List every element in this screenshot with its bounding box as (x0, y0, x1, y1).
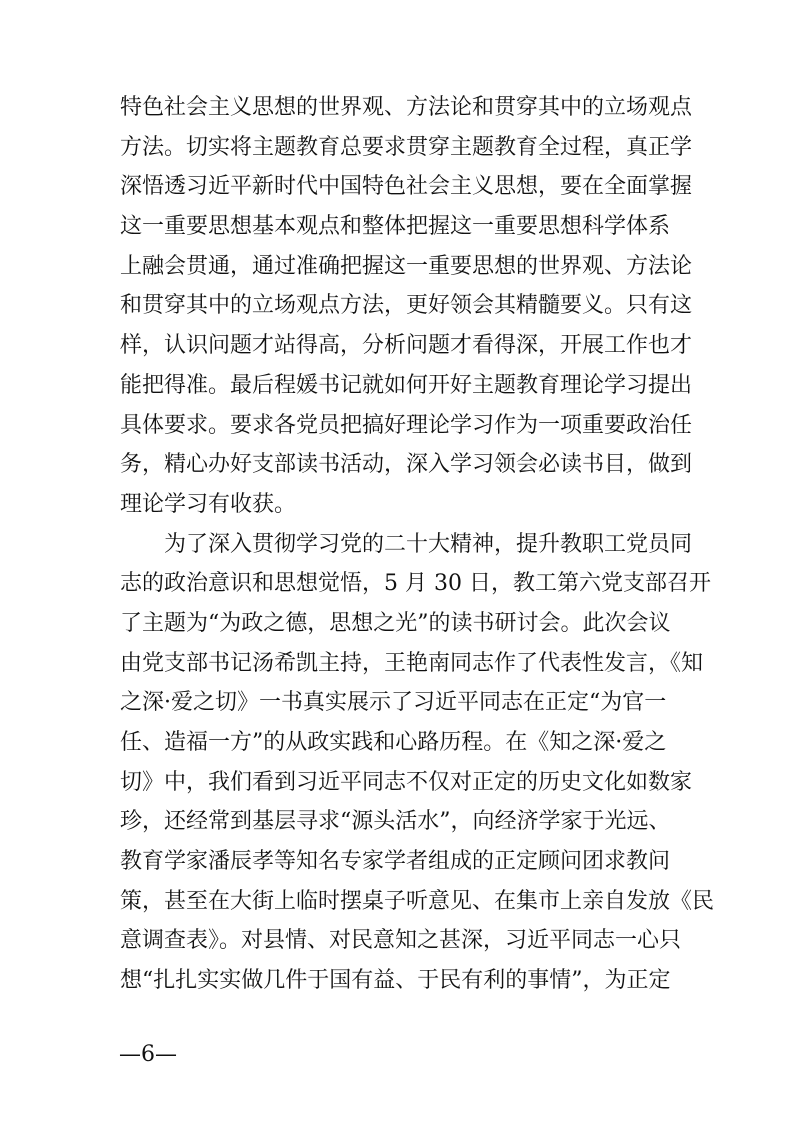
text-line: 这一重要思想基本观点和整体把握这一重要思想科学体系 (120, 214, 671, 240)
text-line: 为了深入贯彻学习党的二十大精神，提升教职工党员同 (120, 531, 693, 557)
text-line: 能把得准。最后程媛书记就如何开好主题教育理论学习提出 (120, 372, 693, 398)
text-line: 志的政治意识和思想觉悟，5 月 30 日，教工第六党支部召开 (120, 571, 711, 597)
text-line: 之深·爱之切》一书真实展示了习近平同志在正定“为官一 (120, 690, 667, 716)
body-text (120, 88, 715, 1001)
text-line: 方法。切实将主题教育总要求贯穿主题教育全过程，真正学 (120, 134, 693, 160)
text-line: 意调查表》。对县情、对民意知之甚深，习近平同志一心只 (120, 928, 682, 954)
text-line: 由党支部书记汤希凯主持，王艳南同志作了代表性发言，《知 (120, 650, 704, 676)
text-line: 了主题为“为政之德，思想之光”的读书研讨会。此次会议 (120, 610, 671, 636)
text-line: 策，甚至在大街上临时摆桌子听意见、在集市上亲自发放《民 (120, 888, 715, 914)
text-line: 样，认识问题才站得高，分析问题才看得深，开展工作也才 (120, 333, 693, 359)
text-line: 上融会贯通，通过准确把握这一重要思想的世界观、方法论 (120, 253, 693, 279)
text-line: 具体要求。要求各党员把搞好理论学习作为一项重要政治任 (120, 412, 693, 438)
text-line: 特色社会主义思想的世界观、方法论和贯穿其中的立场观点 (120, 95, 693, 120)
text-line: 珍，还经常到基层寻求“源头活水”，向经济学家于光远、 (120, 809, 671, 835)
page-number: —6— (119, 1042, 177, 1067)
text-line: 深悟透习近平新时代中国特色社会主义思想，要在全面掌握 (120, 174, 693, 200)
text-line: 任、造福一方”的从政实践和心路历程。在《知之深·爱之 (120, 730, 667, 755)
text-line: 想“扎扎实实做几件于国有益、于民有利的事情”，为正定 (120, 968, 671, 994)
text-line: 务，精心办好支部读书活动，深入学习领会必读书目，做到 (120, 452, 693, 478)
text-line: 理论学习有收获。 (120, 491, 297, 517)
text-line: 和贯穿其中的立场观点方法，更好领会其精髓要义。只有这 (120, 293, 693, 319)
text-line: 切》中，我们看到习近平同志不仅对正定的历史文化如数家 (120, 769, 693, 795)
text-line: 教育学家潘辰孝等知名专家学者组成的正定顾问团求教问 (120, 849, 671, 875)
